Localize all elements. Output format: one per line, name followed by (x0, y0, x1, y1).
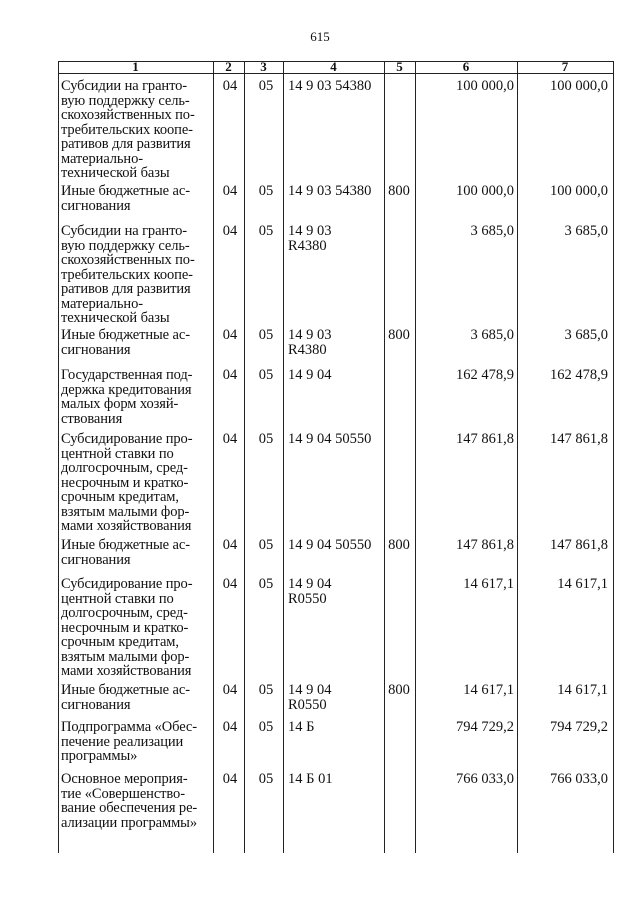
expense-type-code: 800 (388, 682, 410, 698)
amount-col6: 100 000,0 (456, 78, 514, 94)
expense-type-code: 800 (388, 537, 410, 553)
row-name: Государственная под- держка кредитования малых форм хозяй- ствования (61, 367, 193, 427)
section-code: 04 (222, 183, 238, 199)
amount-col6: 100 000,0 (456, 183, 514, 199)
subsection-code: 05 (258, 537, 274, 553)
amount-col7: 794 729,2 (550, 719, 608, 735)
amount-col6: 3 685,0 (470, 327, 514, 343)
amount-col6: 766 033,0 (456, 771, 514, 787)
subsection-code: 05 (258, 183, 274, 199)
amount-col7: 14 617,1 (557, 682, 608, 698)
row-name: Иные бюджетные ас- сигнования (61, 537, 190, 568)
amount-col7: 14 617,1 (557, 576, 608, 592)
amount-col6: 14 617,1 (463, 682, 514, 698)
column-divider (213, 61, 214, 853)
section-code: 04 (222, 719, 238, 735)
row-name: Подпрограмма «Обес- печение реализации программы» (61, 719, 197, 764)
amount-col6: 794 729,2 (456, 719, 514, 735)
target-article-code: 14 9 04 50550 (288, 431, 372, 447)
subsection-code: 05 (258, 78, 274, 94)
subsection-code: 05 (258, 682, 274, 698)
row-name: Основное мероприя- тие «Совершенство- вание обеспечения ре- ализации программы» (61, 771, 198, 831)
column-header: 2 (225, 59, 232, 74)
column-header: 1 (132, 59, 139, 74)
subsection-code: 05 (258, 367, 274, 383)
row-name: Иные бюджетные ас- сигнования (61, 327, 190, 358)
amount-col6: 3 685,0 (470, 223, 514, 239)
column-header: 6 (462, 59, 470, 74)
column-header: 5 (396, 59, 403, 74)
column-divider (517, 61, 518, 853)
column-header: 7 (561, 59, 569, 74)
section-code: 04 (222, 78, 238, 94)
amount-col7: 766 033,0 (550, 771, 608, 787)
amount-col7: 147 861,8 (550, 431, 608, 447)
amount-col6: 147 861,8 (456, 537, 514, 553)
column-divider (415, 61, 416, 853)
row-name: Субсидии на гранто- вую поддержку сель- скохозяйственных по- требительских коопе- ративов для развития материально- технической базы (61, 223, 195, 326)
budget-table (58, 61, 614, 853)
subsection-code: 05 (258, 576, 274, 592)
amount-col7: 100 000,0 (550, 183, 608, 199)
section-code: 04 (222, 431, 238, 447)
row-name: Иные бюджетные ас- сигнования (61, 183, 190, 214)
amount-col7: 3 685,0 (564, 223, 608, 239)
section-code: 04 (222, 682, 238, 698)
target-article-code: 14 9 03 54380 (288, 183, 372, 199)
target-article-code: 14 9 03 R4380 (288, 223, 332, 254)
target-article-code: 14 Б (288, 719, 315, 735)
subsection-code: 05 (258, 327, 274, 343)
section-code: 04 (222, 223, 238, 239)
target-article-code: 14 9 04 (288, 367, 332, 383)
amount-col7: 100 000,0 (550, 78, 608, 94)
row-name: Субсидирование про- центной ставки по долгосрочным, сред- несрочным и кратко- срочным кредитам, взятым малыми фор- мами хозяйствования (61, 431, 193, 534)
amount-col6: 162 478,9 (456, 367, 514, 383)
amount-col7: 147 861,8 (550, 537, 608, 553)
section-code: 04 (222, 576, 238, 592)
target-article-code: 14 9 04 50550 (288, 537, 372, 553)
expense-type-code: 800 (388, 327, 410, 343)
section-code: 04 (222, 537, 238, 553)
target-article-code: 14 Б 01 (288, 771, 333, 787)
section-code: 04 (222, 771, 238, 787)
target-article-code: 14 9 03 54380 (288, 78, 372, 94)
amount-col6: 14 617,1 (463, 576, 514, 592)
target-article-code: 14 9 03 R4380 (288, 327, 332, 358)
column-header: 3 (260, 59, 267, 74)
row-name: Субсидирование про- центной ставки по долгосрочным, сред- несрочным и кратко- срочным кредитам, взятым малыми фор- мами хозяйствования (61, 576, 193, 679)
subsection-code: 05 (258, 771, 274, 787)
column-divider (244, 61, 245, 853)
expense-type-code: 800 (388, 183, 410, 199)
column-divider (384, 61, 385, 853)
table-border-left (58, 61, 59, 853)
target-article-code: 14 9 04 R0550 (288, 576, 332, 607)
page-number: 615 (310, 29, 330, 44)
amount-col7: 3 685,0 (564, 327, 608, 343)
section-code: 04 (222, 327, 238, 343)
subsection-code: 05 (258, 431, 274, 447)
column-divider (283, 61, 284, 853)
subsection-code: 05 (258, 719, 274, 735)
row-name: Иные бюджетные ас- сигнования (61, 682, 190, 713)
target-article-code: 14 9 04 R0550 (288, 682, 332, 713)
row-name: Субсидии на гранто- вую поддержку сель- скохозяйственных по- требительских коопе- ративов для развития материально- технической базы (61, 78, 195, 181)
amount-col6: 147 861,8 (456, 431, 514, 447)
table-border-right (613, 61, 614, 853)
section-code: 04 (222, 367, 238, 383)
subsection-code: 05 (258, 223, 274, 239)
amount-col7: 162 478,9 (550, 367, 608, 383)
column-header: 4 (330, 59, 337, 74)
